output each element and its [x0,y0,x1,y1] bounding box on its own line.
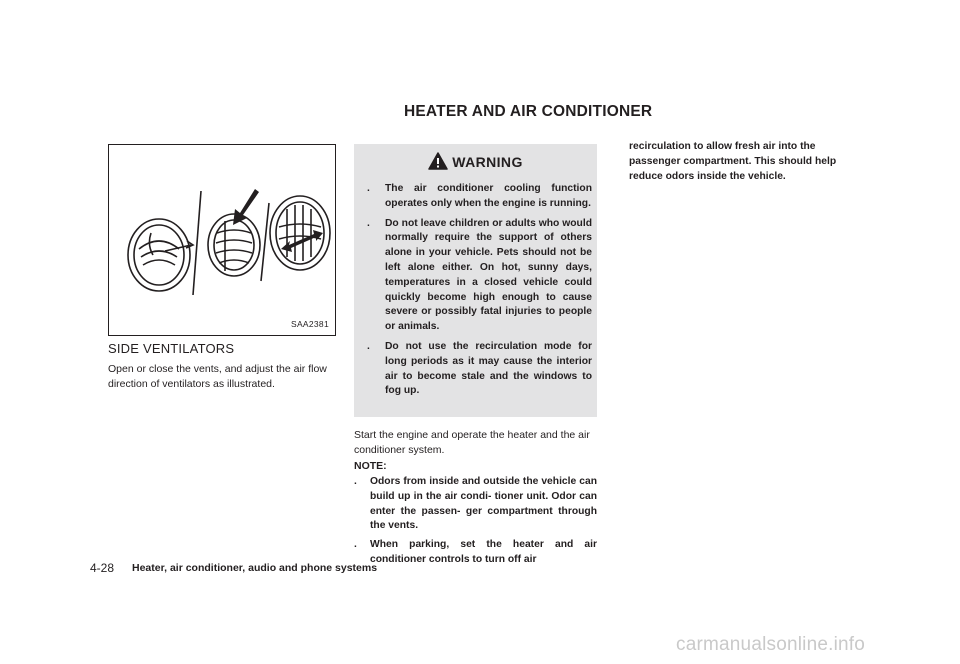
warning-header [354,152,597,170]
side-ventilators-text: Open or close the vents, and adjust the air flow direction of ventilators as illustrated. [108,363,327,390]
list-item [354,538,597,568]
bullet: . [354,476,357,487]
side-ventilators-heading: SIDE VENTILATORS [108,341,235,356]
list-item [364,217,592,335]
note-list [354,475,597,572]
note-label: NOTE: [354,460,387,472]
list-item [364,340,592,399]
warning-item-text: Do not leave children or adults who would normally require the support of others alone in your vehicle. Pets should not be left alone either. On hot, sunny days, temperatures in a closed vehicle could quickly become high enough to cause severe or possibly fatal injuries to people or animals. [385,217,592,333]
warning-triangle-icon [428,152,448,170]
bullet: . [367,217,370,229]
warning-box [354,144,597,417]
warning-list [364,182,592,404]
warning-title: WARNING [452,154,523,170]
figure-code: SAA2381 [290,319,329,329]
continuation-text: recirculation to allow fresh air into the passenger compartment. This should help reduce odors inside the vehicle. [629,141,837,182]
list-item [354,475,597,534]
warning-item-text: The air conditioner cooling function operates only when the engine is running. [385,183,592,209]
bullet: . [367,183,370,194]
ventilator-illustration [109,145,337,337]
note-item-text: Odors from inside and outside the vehicle can build up in the air condi- tioner unit. Odor can enter the passen- ger compartment through the vents. [370,476,597,532]
ventilator-figure [108,144,336,336]
bullet: . [354,539,357,551]
warning-item-text: Do not use the recirculation mode for long periods as it may cause the interior air to become stale and the windows to fog up. [385,340,592,397]
footer-chapter-title: Heater, air conditioner, audio and phone systems [132,562,378,574]
watermark: carmanualsonline.info [676,634,866,655]
list-item [364,182,592,212]
page-number: 4-28 [90,561,115,575]
note-item-text: When parking, set the heater and air conditioner controls to turn off air [370,539,597,565]
section-title: HEATER AND AIR CONDITIONER [404,103,653,120]
bullet: . [367,340,370,352]
start-engine-text: Start the engine and operate the heater and the air conditioner system. [354,429,590,456]
